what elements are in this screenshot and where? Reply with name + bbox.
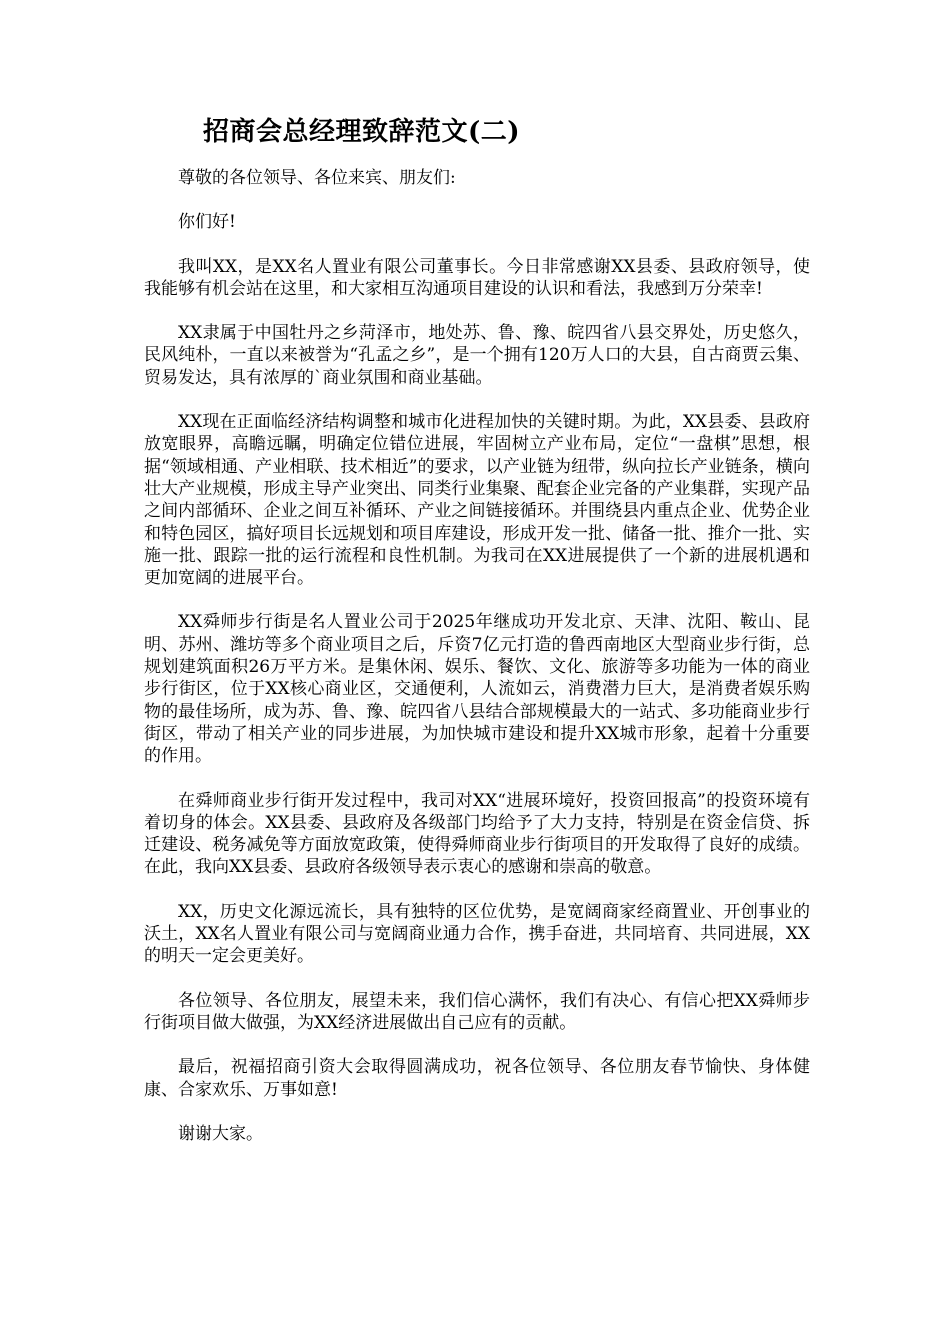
document-body [144,167,810,1167]
greeting: 你们好! [178,212,236,233]
paragraph-gratitude: 在舜师商业步行街开发过程中，我司对XX“进展环境好，投资回报高”的投资环境有着切身的体会。XX县委、县政府及各级部门均给予了大力支持，特别是在资金信贷、拆迁建设、税务减免等方面放宽政策，使得舜师商业步行街项目的开发取得了良好的成绩。在此，我向XX县委、县政府各级领导表示衷心的感谢和崇高的敬意。 [144,790,810,878]
paragraph-county-overview: XX隶属于中国牡丹之乡菏泽市，地处苏、鲁、豫、皖四省八县交界处，历史悠久，民风纯朴，一直以来被誉为“孔孟之乡”，是一个拥有120万人口的大县，自古商贾云集、贸易发达，具有浓厚的`商业氛围和商业基础。 [144,323,810,388]
paragraph-introduction: 我叫XX，是XX名人置业有限公司董事长。今日非常感谢XX县委、县政府领导，使我能够有机会站在这里，和大家相互沟通项目建设的认识和看法，我感到万分荣幸! [144,256,810,299]
closing-thanks: 谢谢大家。 [178,1123,263,1144]
document-title: 招商会总经理致辞范文(二) [203,117,521,147]
paragraph-regional-advantage: XX，历史文化源远流长，具有独特的区位优势，是宽阔商家经商置业、开创事业的沃土，XX名人置业有限公司与宽阔商业通力合作，携手奋进，共同培育、共同进展，XX的明天一定会更美好。 [144,901,810,967]
salutation: 尊敬的各位领导、各位来宾、朋友们: [178,168,456,188]
paragraph-project-description: XX舜师步行街是名人置业公司于2025年继成功开发北京、天津、沈阳、鞍山、昆明、苏州、潍坊等多个商业项目之后，斥资7亿元打造的鲁西南地区大型商业步行街，总规划建筑面积26万平方米。是集休闲、娱乐、餐饮、文化、旅游等多功能为一体的商业步行街区，位于XX核心商业区，交通便利，人流如云，消费潜力巨大，是消费者娱乐购物的最佳场所，成为苏、鲁、豫、皖四省八县结合部规模最大的一站式、多功能商业步行街区，带动了相关产业的同步进展，为加快城市建设和提升XX城市形象，起着十分重要的作用。 [144,612,810,767]
paragraph-wishes: 最后，祝福招商引资大会取得圆满成功，祝各位领导、各位朋友春节愉快、身体健康、合家欢乐、万事如意! [144,1057,810,1100]
paragraph-outlook: 各位领导、各位朋友，展望未来，我们信心满怀，我们有决心、有信心把XX舜师步行街项目做大做强，为XX经济进展做出自己应有的贡献。 [144,990,810,1033]
paragraph-economic-development: XX现在正面临经济结构调整和城市化进程加快的关键时期。为此，XX县委、县政府放宽眼界，高瞻远瞩，明确定位错位进展，牢固树立产业布局，定位“一盘棋”思想，根据“领域相通、产业相联、技术相近”的要求，以产业链为纽带，纵向拉长产业链条，横向壮大产业规模，形成主导产业突出、同类行业集聚、配套企业完备的产业集群，实现产品之间内部循环、企业之间互补循环、产业之间链接循环。并围绕县内重点企业、优势企业和特色园区，搞好项目长远规划和项目库建设，形成开发一批、储备一批、推介一批、实施一批、跟踪一批的运行流程和良性机制。为我司在XX进展提供了一个新的进展机遇和更加宽阔的进展平台。 [144,412,810,589]
